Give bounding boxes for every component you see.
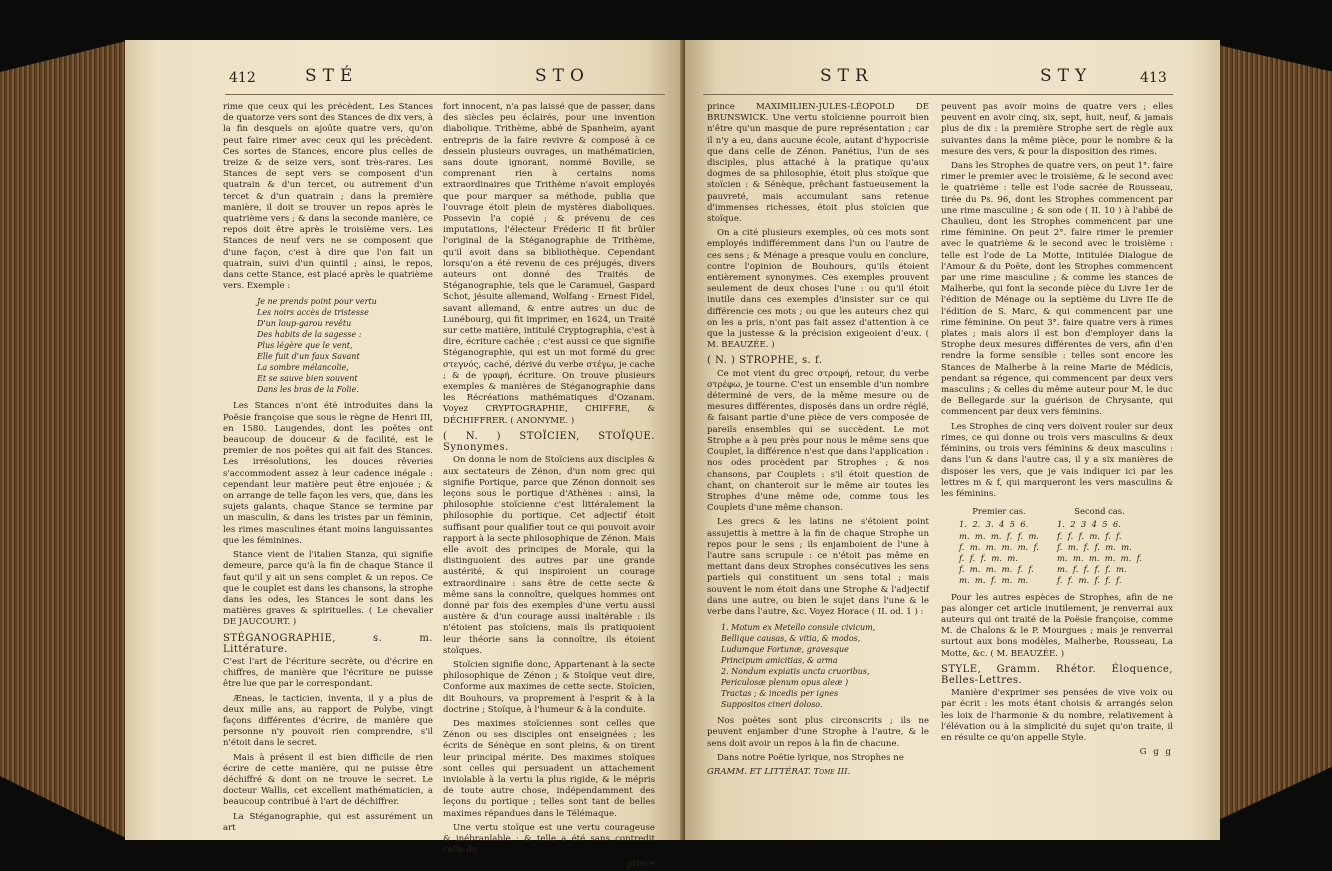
poem-line: 2. Nondum expiatis uncta cruoribus, [721,667,870,677]
poem-line: Periculosæ plenum opus aleæ ) [721,678,849,688]
case-row: m. f. f. f. f. m. [1056,564,1127,575]
paragraph: Une vertu stoïque est une vertu courageuse & inébranlable ; & telle a été sans contredit celle du [443,822,655,856]
right-header-1: STR [820,66,874,86]
poem-line: Dans les bras de la Folie. [257,385,359,395]
paragraph: prince MAXIMILIEN-JULES-LÉOPOLD DE BRUNSWICK. Une vertu stoïcienne pourroit bien n'être qu'un masque de pure représentation ; car il n'y a eu, dans aucune école, autant d'hypocrisie que dans celle de Zénon. Panétius, l'un de ses disciples, plus attaché à la pratique qu'aux dogmes de sa philosophie, étoit plus stoïque que stoïcien : & Sénèque, prêchant fastueusement la pauvreté, mais accumulant sans retenue d'immenses richesses, étoit plus stoïcien que stoïque. [707,102,929,225]
poem-line: Tractas ; & incedis per ignes [721,689,839,699]
poem-line: Je ne prends point pour vertu [257,297,377,307]
case-row: m. m. m. f. f. m. [959,530,1039,541]
case-row: f. f. m. f. f. f. [1056,575,1122,586]
poem-line: Elle fuit d'un faux Savant [257,352,360,362]
paragraph: Les Strophes de cinq vers doivent rouler sur deux rimes, ce qui donne ou trois vers masculins & deux féminins, ou trois vers féminins & deux masculins : dans l'un & dans l'autre cas, il y a six manières de disposer les vers, que je vais indiquer ici par les lettres m & f, qui marqueront les vers masculins & les féminins. [941,421,1173,499]
paragraph: Nos poëtes sont plus circonscrits ; ils ne peuvent enjamber d'une Strophe à l'autre, & le sens doit avoir un repos à la fin de chacune. [707,716,929,749]
left-header-1: STÉ [305,66,359,86]
paragraph: Manière d'exprimer ses pensées de vive voix ou par écrit : les mots étant choisis & arrangés selon les loix de l'harmonie & du nombre, relativement à l'élévation ou à la simplicité du sujet qu'on traite, il en résulte ce qu'on appelle Style. [941,688,1173,743]
left-header-2: STO [535,66,590,86]
left-page-edges [0,40,130,840]
paragraph: C'est l'art de l'écriture secrète, ou d'écrire en chiffres, de manière que l'écriture ne puisse être lue que par le correspondant. [223,656,433,690]
entry-title-style: STYLE, Gramm. Rhétor. Éloquence, Belles-Lettres. [941,663,1173,686]
poem-line: Et se sauve bien souvent [257,374,358,384]
entry-title-stoicien: ( N. ) STOÏCIEN, STOÏQUE. Synonymes. [443,430,655,454]
case-row: f. m. m. m. m. f. [959,541,1039,552]
paragraph: rime que ceux qui les précèdent. Les Stances de quatorze vers sont des Stances de dix vers, à la fin desquels on ajoûte quatre vers, qu'on peut faire rimer avec ceux qui les précèdent. Ces sortes de Stances, encore plus celles de treize & de seize vers, sont très-rares. Les Stances de sept vers se composent d'un quatrain & d'un tercet, ou autrement d'un tercet & d'un quatrain ; dans la première manière, il doit se trouver un repos après le quatrième vers ; & dans la seconde manière, ce repos doit être après le troisième vers. Les Stances de neuf vers ne se composent que d'une façon, c'est à dire que l'on fait un quatrain, suivi d'un quintil ; ainsi, le repos, dans cette Stance, est placé après le quatrième vers. Exemple : [223,102,434,292]
paragraph: La Stéganographie, qui est assurément un art [223,811,433,833]
poem [257,296,433,395]
catchword: prince [627,859,655,870]
poem-line: La sombre mélancolie, [257,363,349,373]
poem-line: Suppositos cineri doloso. [721,700,823,710]
entry-title-steganographie: STÉGANOGRAPHIE, s. m. Littérature. [223,632,433,655]
poem-line: Ludumque Fortunæ, gravesque [721,645,849,655]
paragraph: Ce mot vient du grec στροφή, retour, du verbe στρέφω, je tourne. C'est un ensemble d'un nombre déterminé de vers, de la même mesure ou de mesures différentes, disposés dans un ordre réglé, & faisant partie d'une pièce de vers composée de pareils ensembles qui se succèdent. Le mot Strophe a à peu près pour nous le même sens que Couplet, la différence n'est que dans l'application : nos odes procèdent par Strophes ; & nos chansons, par Couplets : s'il étoit question de chant, on chanteroit sur le même air toutes les Strophes d'une même ode, comme tous les Couplets d'une même chanson. [707,368,929,514]
paragraph: Stoïcien signifie donc, Appartenant à la secte philosophique de Zénon ; & Stoïque veut dire, Conforme aux maximes de cette secte. Stoïcien, dit Bouhours, va proprement à l'esprit & à la doctrine ; Stoïque, à l'humeur & à la conduite. [443,659,655,715]
first-case [959,506,1039,586]
paragraph: Les Stances n'ont été introduites dans la Poësie françoise que sous le règne de Henri III, en 1580. Laugendes, dont les poëtes ont beaucoup de douceur & de facilité, est le premier de nos poëtes qui ait fait des Stances. Les irrésolutions, les douces rêveries s'accommodent assez à leur cadence inégale : cependant leur matière peut être enjouée ; & on arrange de telle façon les vers, que, dans les sujets galants, chaque Stance se termine par un masculin, & dans les tristes par un féminin, les rimes masculines étant moins languissantes que les féminines. [223,401,433,546]
case-row: m. m. m. m. m. f. [1056,552,1143,563]
paragraph: On a cité plusieurs exemples, où ces mots sont employés indifféremment dans l'un ou l'autre de ces sens ; & Ménage a presque voulu en conclure, contre l'opinion de Bouhours, qu'ils étoient entièrement synonymes. Ces exemples prouvent seulement de deux choses l'une : ou qu'il étoit inutile dans ces exemples d'insister sur ce qui différencie ces mots ; ou que les auteurs chez qui on les a pris, n'ont pas fait assez d'attention à ce que la justesse & la précision exigeoient d'eux. ( M. BEAUZÉE. ) [707,228,929,351]
paragraph: Dans les Strophes de quatre vers, on peut 1°. faire rimer le premier avec le troisième, & le second avec le quatrième : telle est l'ode sacrée de Rousseau, tirée du Ps. 96, dont les Strophes commencent par une rime masculine ; & son ode ( II. 10 ) à l'abbé de Chaulieu, dont les Strophes commencent par une rime féminine. On peut 2°. faire rimer le premier avec le quatrième & le second avec le troisième : telle est l'ode de La Motte, intitulée Dialogue de l'Amour & du Poëte, dont les Strophes commencent par une rime masculine ; & comme les stances de Malherbe, qui font la seconde pièce du Livre 1er de l'édition de Ménage ou la septième du Livre IIe de l'édition de S. Marc, & qui commencent par une rime féminine. On peut 3°. faire quatre vers à rimes plates ; mais alors il est bon d'employer dans la Strophe deux mesures différentes de vers, afin d'en rendre la forme sensible : telles sont encore les Stances de Malherbe à la reine Marie de Médicis, pendant sa régence, qui commencent par deux vers masculins ; & celles du même auteur pour M. le duc de Bellegarde sur la guérison de Chrysante, qui commencent par deux vers féminins. [941,161,1173,418]
left-header-rule [225,94,665,95]
latin-poem [721,622,929,710]
left-page [125,40,685,870]
case-row: f. f. f. m. f. f. [1056,530,1122,541]
right-page-number: 413 [1140,70,1167,86]
entry-title-strophe: ( N. ) STROPHE, s. f. [707,355,823,367]
rhyme-scheme-table [959,506,1173,586]
paragraph: Des maximes stoïciennes sont celles que Zénon ou ses disciples ont enseignées ; les écrits de Sénèque en sont pleins, & on tirent leur principal mérite. Des maximes stoïques sont celles qui persuadent un attachement inviolable à la vertu la plus rigide, & le mépris de toute autre chose, indépendamment des leçons du portique ; telles sont tant de belles maximes répandues dans le Télémaque. [443,718,655,819]
right-column-1 [707,102,929,778]
poem-line: Plus légère que le vent, [257,341,353,351]
case-label: Premier cas. [972,506,1026,517]
case-row: 1. 2 3 4 5 6. [1056,519,1121,530]
paragraph: Mais à présent il est bien difficile de rien écrire de cette manière, qui ne puisse être déchiffré & dont on ne trouve le secret. Le docteur Wallis, cet excellent mathématicien, a beaucoup contribué à l'art de déchiffrer. [223,752,433,808]
paragraph: Les grecs & les latins ne s'étoient point assujettis à mettre à la fin de chaque Strophe un repos pour le sens ; ils enjamboient de l'une à l'autre sans scrupule : ce n'étoit pas même en mettant dans deux Strophes consécutives les sens partiels qui constituent un sens total ; mais souvent le nom étoit dans une Strophe & l'adjectif dans une autre, ou bien le sujet dans l'une & le verbe dans l'autre, &c. Voyez Horace ( II. od. 1 ) : [707,517,929,617]
left-column-2 [443,102,655,871]
case-row: f. f. f. m. m. [959,552,1018,563]
poem-line: Les noirs accès de tristesse [257,308,369,318]
paragraph: Stance vient de l'italien Stanza, qui signifie demeure, parce qu'à la fin de chaque Stance il faut qu'il y ait un sens complet & un repos. Ce que le couplet est dans les chansons, la strophe dans les odes, les Stances le sont dans les matières graves & spirituelles. ( Le chevalier DE JAUCOURT. ) [223,550,433,628]
paragraph: peuvent pas avoir moins de quatre vers ; elles peuvent en avoir cinq, six, sept, huit, neuf, & jamais plus de dix : la première Strophe sert de règle aux suivantes dans la même pièce, pour le nombre & la mesure des vers, & pour la disposition des rimes. [941,102,1173,157]
paragraph: Pour les autres espèces de Strophes, afin de ne pas alonger cet article inutilement, je renverrai aux auteurs qui ont traité de la Poësie françoise, comme M. de Chalons & le P. Mourgues ; mais je renverrai surtout aux bons modèles, Malherbe, Rousseau, La Motte, &c. ( M. BEAUZÉE. ) [941,592,1173,659]
right-page [685,40,1220,840]
case-row: 1. 2. 3. 4 5 6. [959,519,1029,530]
case-row: f. m. m. m. f. f. [959,564,1034,575]
case-row: m. m. f. m. m. [959,575,1029,586]
right-column-2 [941,102,1173,758]
left-column-1 [223,102,433,837]
paragraph: Æneas, le tacticien, inventa, il y a plus de deux mille ans, au rapport de Polybe, vingt façons différentes d'écrire, de manière que personne n'y pouvoit rien comprendre, s'il n'étoit dans le secret. [223,693,433,749]
case-label: Second cas. [1074,506,1125,517]
poem-line: 1. Motum ex Metello consule civicum, [721,623,876,633]
left-page-number: 412 [229,70,256,86]
signature-mark: G g g [1139,747,1173,758]
paragraph: fort innocent, n'a pas laissé que de passer, dans des siècles peu éclairés, pour une invention diabolique. Trithème, abbé de Spanheim, ayant entrepris de la faire revivre & composé à ce dessein plusieurs ouvrages, un mathématicien, sans doute ignorant, nommé Boville, se comprenant rien à certains noms extraordinaires que Trithème n'avoit employés que pour marquer sa méthode, publia que l'ouvrage étoit plein de mystères diaboliques. Possevin l'a copié ; & prévenu de ces imputations, l'électeur Fréderic II fit brûler l'original de la Stéganographie de Trithème, qu'il avoit dans sa bibliothèque. Cependant lorsqu'on a été revenu de ces préjugés, divers auteurs ont donné des Traités de Stéganographie, tels que le Caramuel, Gaspard Schot, jésuite allemand, Wolfang - Ernest Fidel, savant allemand, & entre autres un duc de Lunébourg, qui fit imprimer, en 1624, un Traité sur cette matière, intitulé Cryptographia, c'est à dire, écriture cachée ; c'est aussi ce que signifie Stéganographie, qui est un mot formé du grec στεγνός, caché, dérivé du verbe στέγω, je cache ; & de γραφή, écriture. On trouve plusieurs exemples & manières de Stéganographie dans les Récréations mathématiques d'Ozanam. Voyez CRYPTOGRAPHIE, CHIFFRE, & DÉCHIFFRER. ( ANONYME. ) [443,102,655,426]
poem-line: Principum amicitias, & arma [721,656,838,666]
paragraph: Dans notre Poëtie lyrique, nos Strophes ne [717,752,904,763]
right-header-rule [703,94,1173,95]
poem-line: Des habits de la sagesse : [257,330,362,340]
poem-line: D'un loup-garou revêtu [257,319,352,329]
signature-line: GRAMM. ET LITTÉRAT. Tome III. [707,766,851,777]
paragraph: On donna le nom de Stoïciens aux disciples & aux sectateurs de Zénon, d'un nom grec qui signifie Portique, parce que Zénon donnoit ses leçons sous le portique d'Athènes : ainsi, la philosophie stoïcienne c'est littéralement la philosophie du portique. Cet adjectif étoit suffisant pour qualifier tout ce qui pouvoit avoir rapport à la secte philosophique de Zénon. Mais elle avoit des principes de Morale, qui la distinguoient des autres par une grande austérité, & qui inspiroient un courage extraordinaire : sans être de cette secte & même sans la connoître, quelques hommes ont donné par fois des exemples d'une vertu aussi austère & d'un courage aussi inaltérable : ils n'étoient pas stoïciens, mais ils pratiquoient leur théorie sans la connoître, ils étoient stoïques. [443,455,655,656]
second-case [1057,506,1142,586]
poem-line: Bellique causas, & vitia, & modos, [721,634,861,644]
right-header-2: STY [1040,66,1093,86]
case-row: f. m. f. f. m. m. [1056,541,1132,552]
